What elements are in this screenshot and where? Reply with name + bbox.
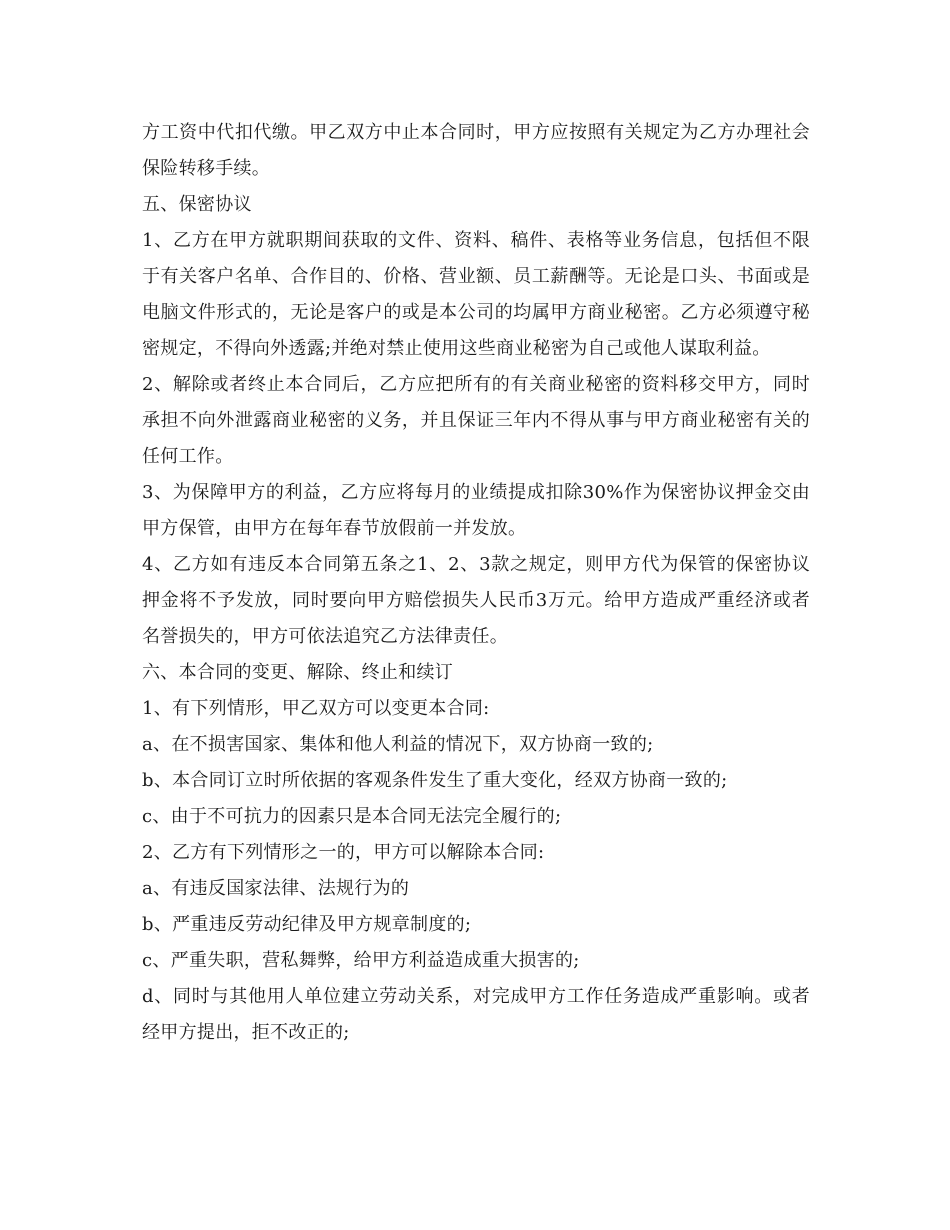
list-item-change-a: a、在不损害国家、集体和他人利益的情况下，双方协商一致的; xyxy=(142,734,654,755)
section-heading-contract-changes: 六、本合同的变更、解除、终止和续订 xyxy=(142,662,454,683)
paragraph-confidentiality-3: 3、为保障甲方的利益，乙方应将每月的业绩提成扣除30%作为保密协议押金交由甲方保管，由甲方在每年春节放假前一并发放。 xyxy=(142,482,810,539)
list-item-termination-a: a、有违反国家法律、法规行为的 xyxy=(142,878,410,899)
list-item-termination-b: b、严重违反劳动纪律及甲方规章制度的; xyxy=(142,914,472,935)
paragraph-confidentiality-2: 2、解除或者终止本合同后，乙方应把所有的有关商业秘密的资料移交甲方，同时承担不向外泄露商业秘密的义务，并且保证三年内不得从事与甲方商业秘密有关的任何工作。 xyxy=(142,374,810,467)
list-item-change-c: c、由于不可抗力的因素只是本合同无法完全履行的; xyxy=(142,806,562,827)
list-item-termination-c: c、严重失职，营私舞弊，给甲方利益造成重大损害的; xyxy=(142,950,580,971)
paragraph-confidentiality-4: 4、乙方如有违反本合同第五条之1、2、3款之规定，则甲方代为保管的保密协议押金将不予发放，同时要向甲方赔偿损失人民币3万元。给甲方造成严重经济或者名誉损失的，甲方可依法追究乙方法律责任。 xyxy=(142,554,810,647)
section-heading-confidentiality: 五、保密协议 xyxy=(142,194,252,215)
paragraph-termination-conditions: 2、乙方有下列情形之一的，甲方可以解除本合同: xyxy=(142,842,545,863)
list-item-change-b: b、本合同订立时所依据的客观条件发生了重大变化，经双方协商一致的; xyxy=(142,770,728,791)
document-body xyxy=(142,115,810,1051)
paragraph-change-conditions: 1、有下列情形，甲乙双方可以变更本合同: xyxy=(142,698,490,719)
paragraph-social-insurance-transfer: 方工资中代扣代缴。甲乙双方中止本合同时，甲方应按照有关规定为乙方办理社会保险转移手续。 xyxy=(142,122,810,179)
list-item-termination-d: d、同时与其他用人单位建立劳动关系，对完成甲方工作任务造成严重影响。或者经甲方提出，拒不改正的; xyxy=(142,986,810,1043)
paragraph-confidentiality-1: 1、乙方在甲方就职期间获取的文件、资料、稿件、表格等业务信息，包括但不限于有关客户名单、合作目的、价格、营业额、员工薪酬等。无论是口头、书面或是电脑文件形式的，无论是客户的或是本公司的均属甲方商业秘密。乙方必须遵守秘密规定，不得向外透露;并绝对禁止使用这些商业秘密为自己或他人谋取利益。 xyxy=(142,230,810,359)
